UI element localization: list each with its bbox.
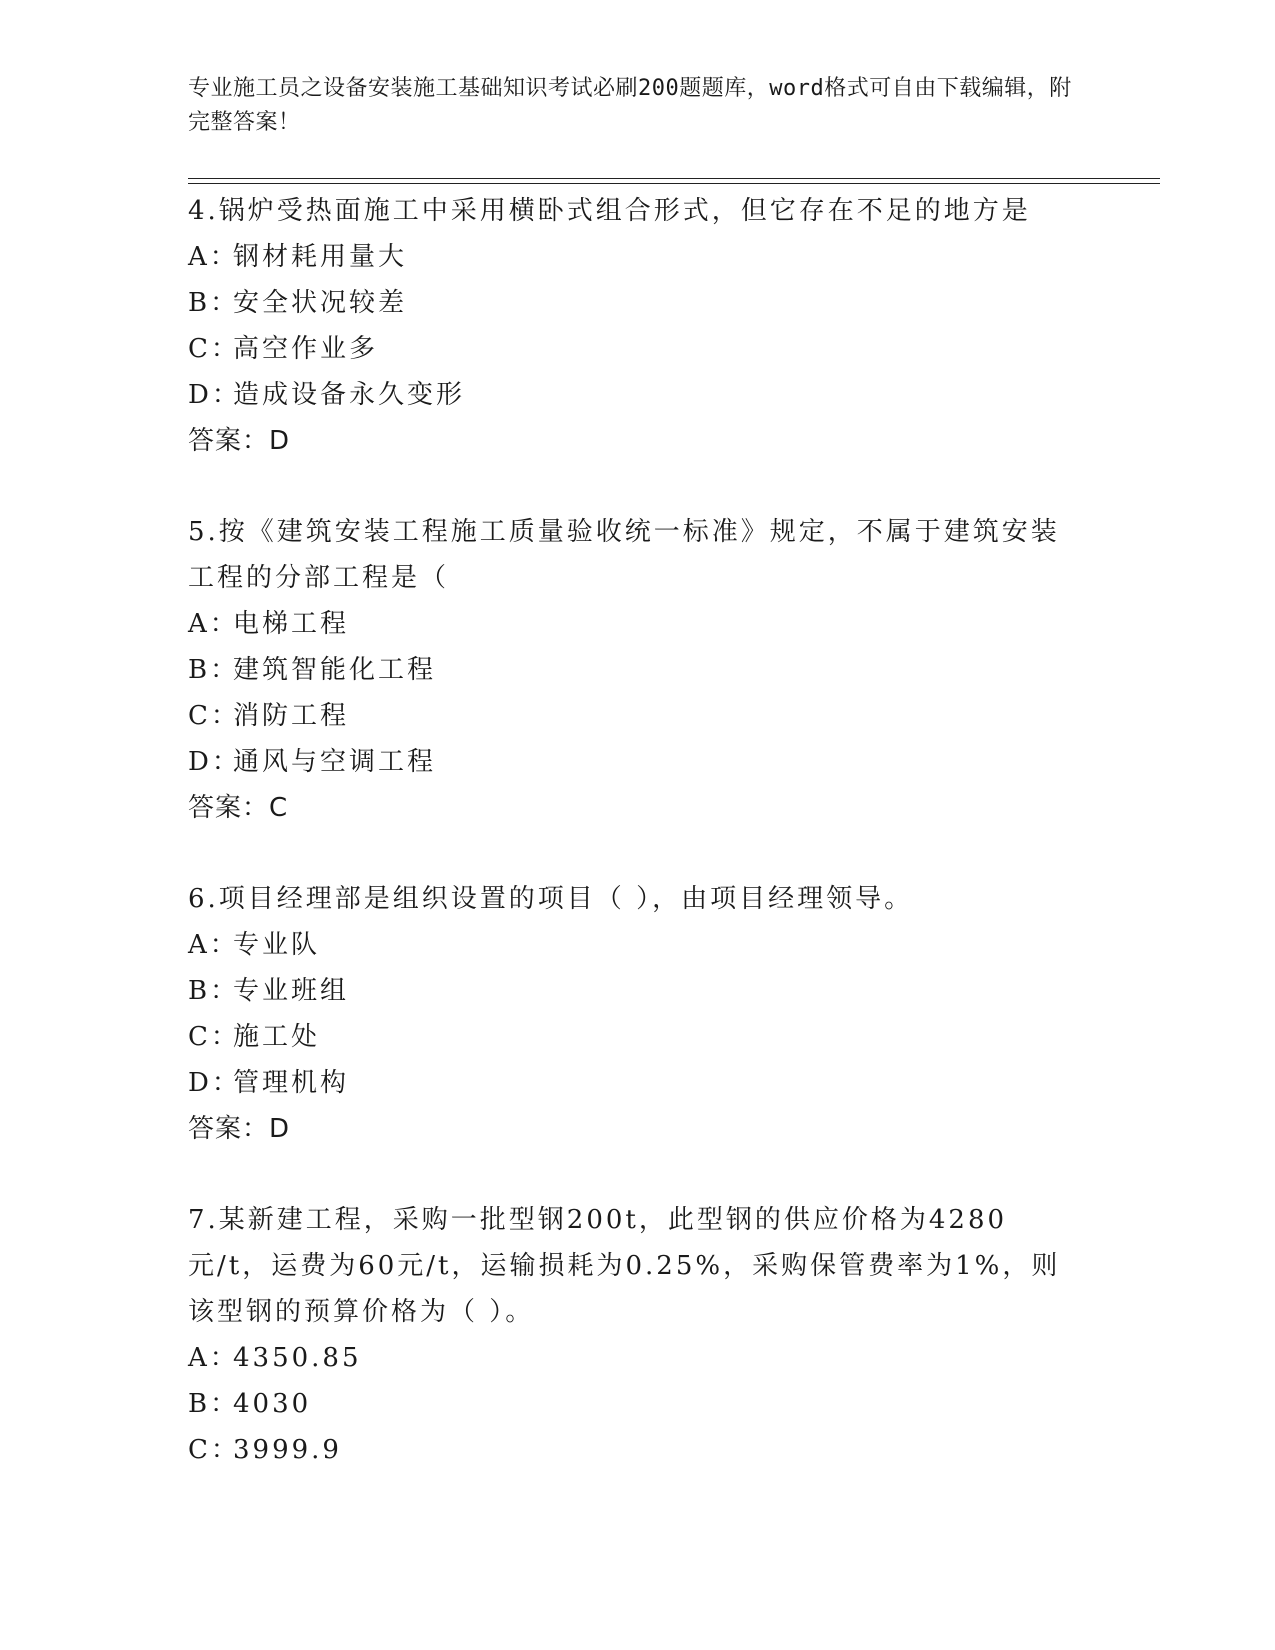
option-key: B： [188,1389,240,1419]
option-c [188,326,1088,372]
option-a [188,922,1088,968]
option-text: 钢材耗用量大 [233,242,408,272]
option-b [188,968,1088,1014]
question-stem: 6.项目经理部是组织设置的项目（ ），由项目经理领导。 [188,884,914,914]
option-key: B： [188,976,240,1006]
option-key: A： [188,930,239,960]
option-a [188,234,1088,280]
option-key: B： [188,655,240,685]
answer: 答案：D [188,426,291,456]
option-b [188,280,1088,326]
question-6 [188,876,1088,1152]
option-a [188,1335,1088,1381]
option-key: B： [188,288,240,318]
option-c [188,693,1088,739]
option-b [188,1381,1088,1427]
option-key: D： [188,747,241,777]
option-key: D： [188,380,241,410]
header-divider-top [188,178,1160,179]
question-4 [188,188,1088,464]
option-text: 3999.9 [233,1435,342,1465]
option-text: 专业班组 [233,976,350,1006]
question-stem: 7.某新建工程，采购一批型钢200t，此型钢的供应价格为4280元/t，运费为60元/t，运输损耗为0.25%，采购保管费率为1%，则该型钢的预算价格为（ ）。 [188,1205,1061,1327]
answer: 答案：C [188,793,289,823]
option-text: 高空作业多 [233,334,379,364]
option-key: C： [188,334,240,364]
option-text: 4350.85 [233,1343,362,1373]
option-d [188,739,1088,785]
option-b [188,647,1088,693]
question-list [188,188,1088,1518]
option-key: C： [188,1022,240,1052]
option-text: 安全状况较差 [233,288,408,318]
option-d [188,1060,1088,1106]
option-text: 造成设备永久变形 [233,380,466,410]
option-c [188,1427,1088,1473]
option-key: C： [188,701,240,731]
question-7 [188,1197,1088,1473]
document-header: 专业施工员之设备安装施工基础知识考试必刷200题题库，word格式可自由下载编辑，附完整答案！ [188,76,1072,135]
question-5 [188,509,1088,831]
option-key: D： [188,1068,241,1098]
option-text: 专业队 [233,930,321,960]
question-stem: 4.锅炉受热面施工中采用横卧式组合形式，但它存在不足的地方是 [188,196,1031,226]
option-key: C： [188,1435,240,1465]
answer: 答案：D [188,1114,291,1144]
header-divider-bottom [188,183,1160,184]
option-text: 消防工程 [233,701,350,731]
option-text: 管理机构 [233,1068,350,1098]
question-stem: 5.按《建筑安装工程施工质量验收统一标准》规定，不属于建筑安装工程的分部工程是（ [188,517,1060,593]
option-text: 电梯工程 [233,609,350,639]
option-key: A： [188,609,239,639]
option-key: A： [188,242,239,272]
option-c [188,1014,1088,1060]
option-a [188,601,1088,647]
option-key: A： [188,1343,239,1373]
option-text: 施工处 [233,1022,321,1052]
option-text: 建筑智能化工程 [233,655,437,685]
option-text: 4030 [233,1389,312,1419]
option-d [188,372,1088,418]
option-text: 通风与空调工程 [233,747,437,777]
